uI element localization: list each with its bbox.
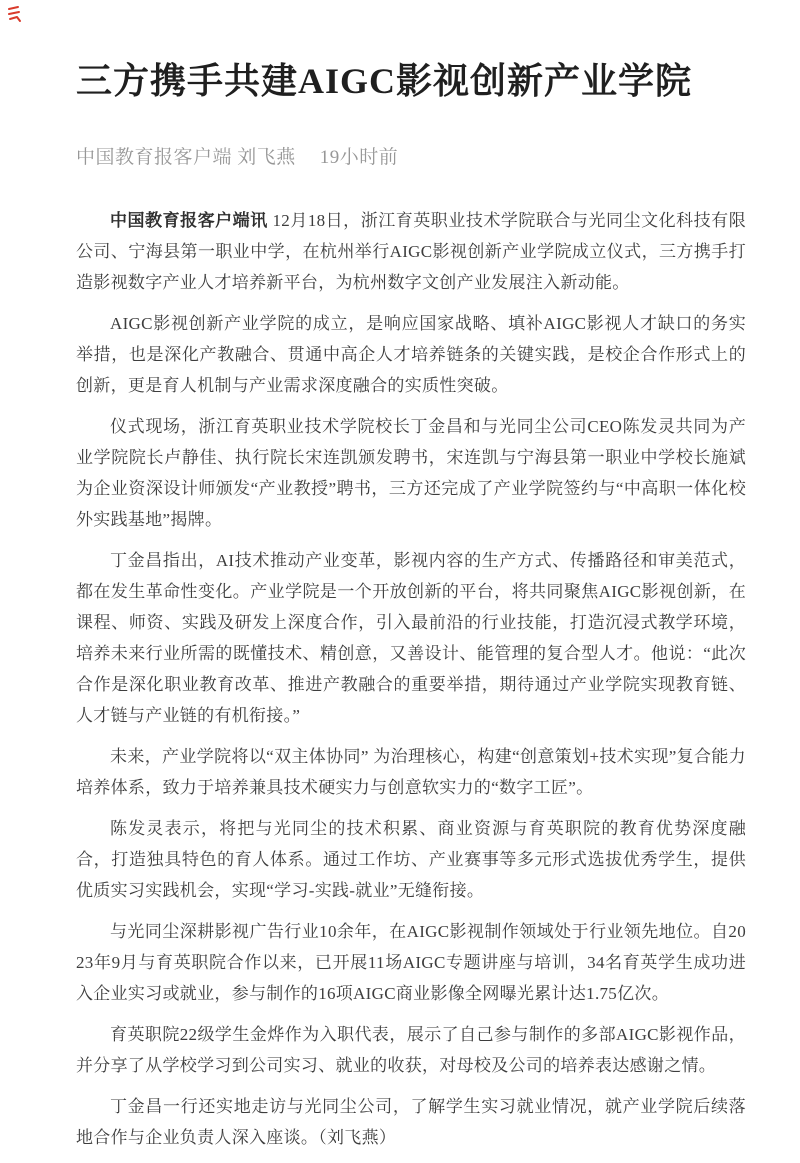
article-title: 三方携手共建AIGC影视创新产业学院 (76, 61, 693, 101)
paragraph: 仪式现场，浙江育英职业技术学院校长丁金昌和与光同尘公司CEO陈发灵共同为产业学院院长卢静佳、执行院长宋连凯颁发聘书，宋连凯与宁海县第一职业中学校长施斌为企业资深设计师颁发“产业教授”聘书，三方还完成了产业学院签约与“中高职一体化校外实践基地”揭牌。 (76, 417, 746, 529)
article-body (76, 205, 746, 1153)
paragraph: 丁金昌一行还实地走访与光同尘公司，了解学生实习就业情况，就产业学院后续落地合作与企业负责人深入座谈。（刘飞燕） (76, 1097, 746, 1147)
lead-text: 12月18日，浙江育英职业技术学院联合与光同尘文化科技有限公司、宁海县第一职业中学，在杭州举行AIGC影视创新产业学院成立仪式，三方携手打造影视数字产业人才培养新平台，为杭州数字文创产业发展注入新动能。 (76, 211, 747, 292)
paragraph: AIGC影视创新产业学院的成立，是响应国家战略、填补AIGC影视人才缺口的务实举措，也是深化产教融合、贯通中高企人才培养链条的关键实践，是校企合作形式上的创新，更是育人机制与产业需求深度融合的实质性突破。 (76, 314, 746, 395)
byline-source-author: 中国教育报客户端 刘飞燕 (76, 147, 296, 168)
red-corner-mark-icon (7, 5, 23, 23)
byline-timestamp: 19小时前 (319, 147, 399, 168)
paragraph: 陈发灵表示，将把与光同尘的技术积累、商业资源与育英职院的教育优势深度融合，打造独具特色的育人体系。通过工作坊、产业赛事等多元形式选拔优秀学生，提供优质实习实践机会，实现“学习-实践-就业”无缝衔接。 (76, 819, 746, 900)
paragraph: 未来，产业学院将以“双主体协同” 为治理核心，构建“创意策划+技术实现”复合能力培养体系，致力于培养兼具技术硬实力与创意软实力的“数字工匠”。 (76, 747, 746, 797)
paragraph: 丁金昌指出，AI技术推动产业变革，影视内容的生产方式、传播路径和审美范式，都在发生革命性变化。产业学院是一个开放创新的平台，将共同聚焦AIGC影视创新，在课程、师资、实践及研发上深度合作，引入最前沿的行业技能，打造沉浸式教学环境，培养未来行业所需的既懂技术、精创意，又善设计、能管理的复合型人才。他说：“此次合作是深化职业教育改革、推进产教融合的重要举措，期待通过产业学院实现教育链、人才链与产业链的有机衔接。” (76, 551, 746, 725)
lead-prefix: 中国教育报客户端讯 (110, 211, 268, 230)
paragraph: 育英职院22级学生金烨作为入职代表，展示了自己参与制作的多部AIGC影视作品，并分享了从学校学习到公司实习、就业的收获，对母校及公司的培养表达感谢之情。 (76, 1025, 746, 1075)
paragraph-lead (76, 205, 746, 298)
article-container (76, 0, 746, 1163)
paragraph: 与光同尘深耕影视广告行业10余年，在AIGC影视制作领域处于行业领先地位。自2023年9月与育英职院合作以来，已开展11场AIGC专题讲座与培训，34名育英学生成功进入企业实习或就业，参与制作的16项AIGC商业影像全网曝光累计达1.75亿次。 (76, 922, 746, 1003)
byline (76, 146, 746, 169)
